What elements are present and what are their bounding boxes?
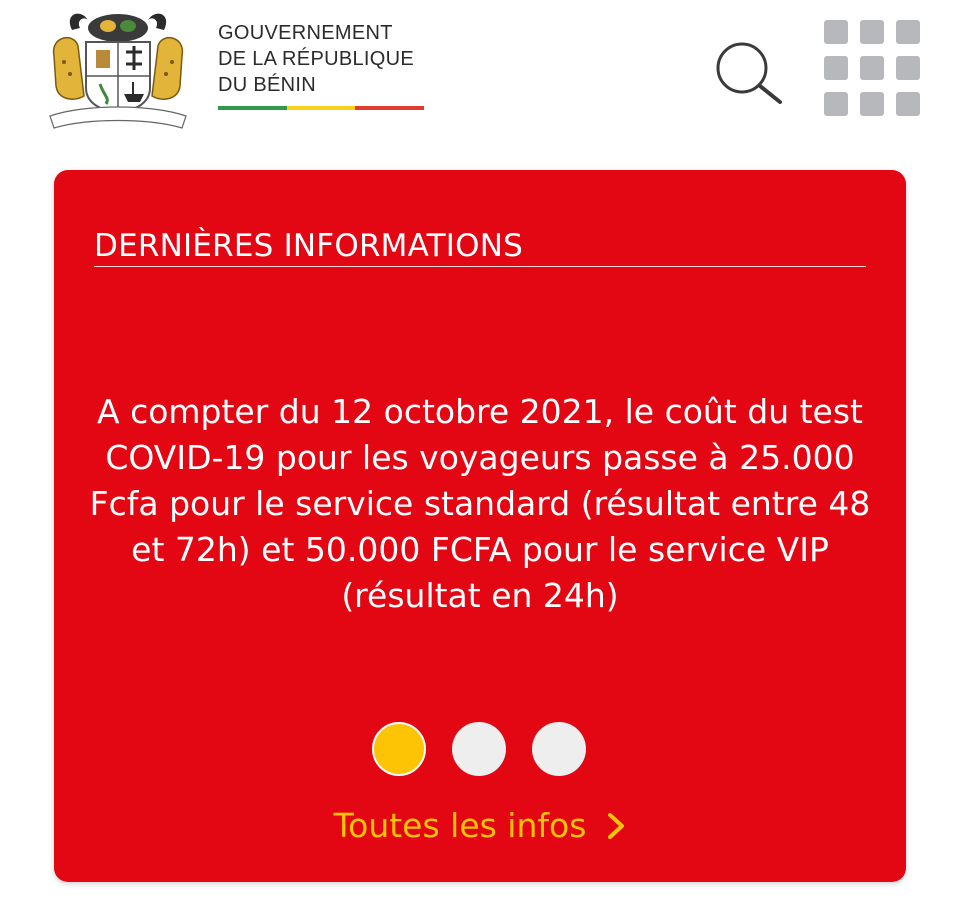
carousel-dot-3[interactable] — [532, 722, 586, 776]
all-news-link[interactable] — [316, 806, 646, 845]
flag-stripe-red — [355, 106, 424, 110]
government-title-line-1: GOUVERNEMENT — [218, 22, 393, 44]
search-icon[interactable] — [712, 38, 788, 108]
government-title[interactable] — [218, 20, 414, 98]
latest-news-card — [54, 170, 906, 882]
carousel-pagination — [372, 722, 586, 776]
heading-divider — [94, 266, 866, 267]
grid-cell — [860, 20, 884, 44]
grid-cell — [824, 56, 848, 80]
flag-stripe-green — [218, 106, 287, 110]
news-slide-text[interactable]: A compter du 12 octobre 2021, le coût du test COVID-19 pour les voyageurs passe à 25.000 Fcfa pour le service standard (résultat entre 48 et 72h) et 50.000 FCFA pour le service VIP (résultat en 24h) — [89, 392, 871, 615]
chevron-right-icon — [604, 811, 628, 841]
grid-cell — [860, 56, 884, 80]
grid-menu-icon[interactable] — [824, 20, 924, 120]
grid-cell — [896, 20, 920, 44]
latest-news-heading: DERNIÈRES INFORMATIONS — [94, 227, 523, 264]
flag-stripe — [218, 106, 424, 110]
site-header — [0, 0, 960, 150]
government-title-line-2: DE LA RÉPUBLIQUE — [218, 48, 414, 70]
grid-cell — [896, 92, 920, 116]
grid-cell — [824, 20, 848, 44]
benin-coat-of-arms-icon[interactable] — [44, 6, 192, 132]
all-news-label: Toutes les infos — [333, 806, 587, 845]
grid-cell — [860, 92, 884, 116]
government-title-line-3: DU BÉNIN — [218, 74, 316, 96]
flag-stripe-yellow — [287, 106, 356, 110]
grid-cell — [824, 92, 848, 116]
carousel-dot-1[interactable] — [372, 722, 426, 776]
grid-cell — [896, 56, 920, 80]
carousel-dot-2[interactable] — [452, 722, 506, 776]
